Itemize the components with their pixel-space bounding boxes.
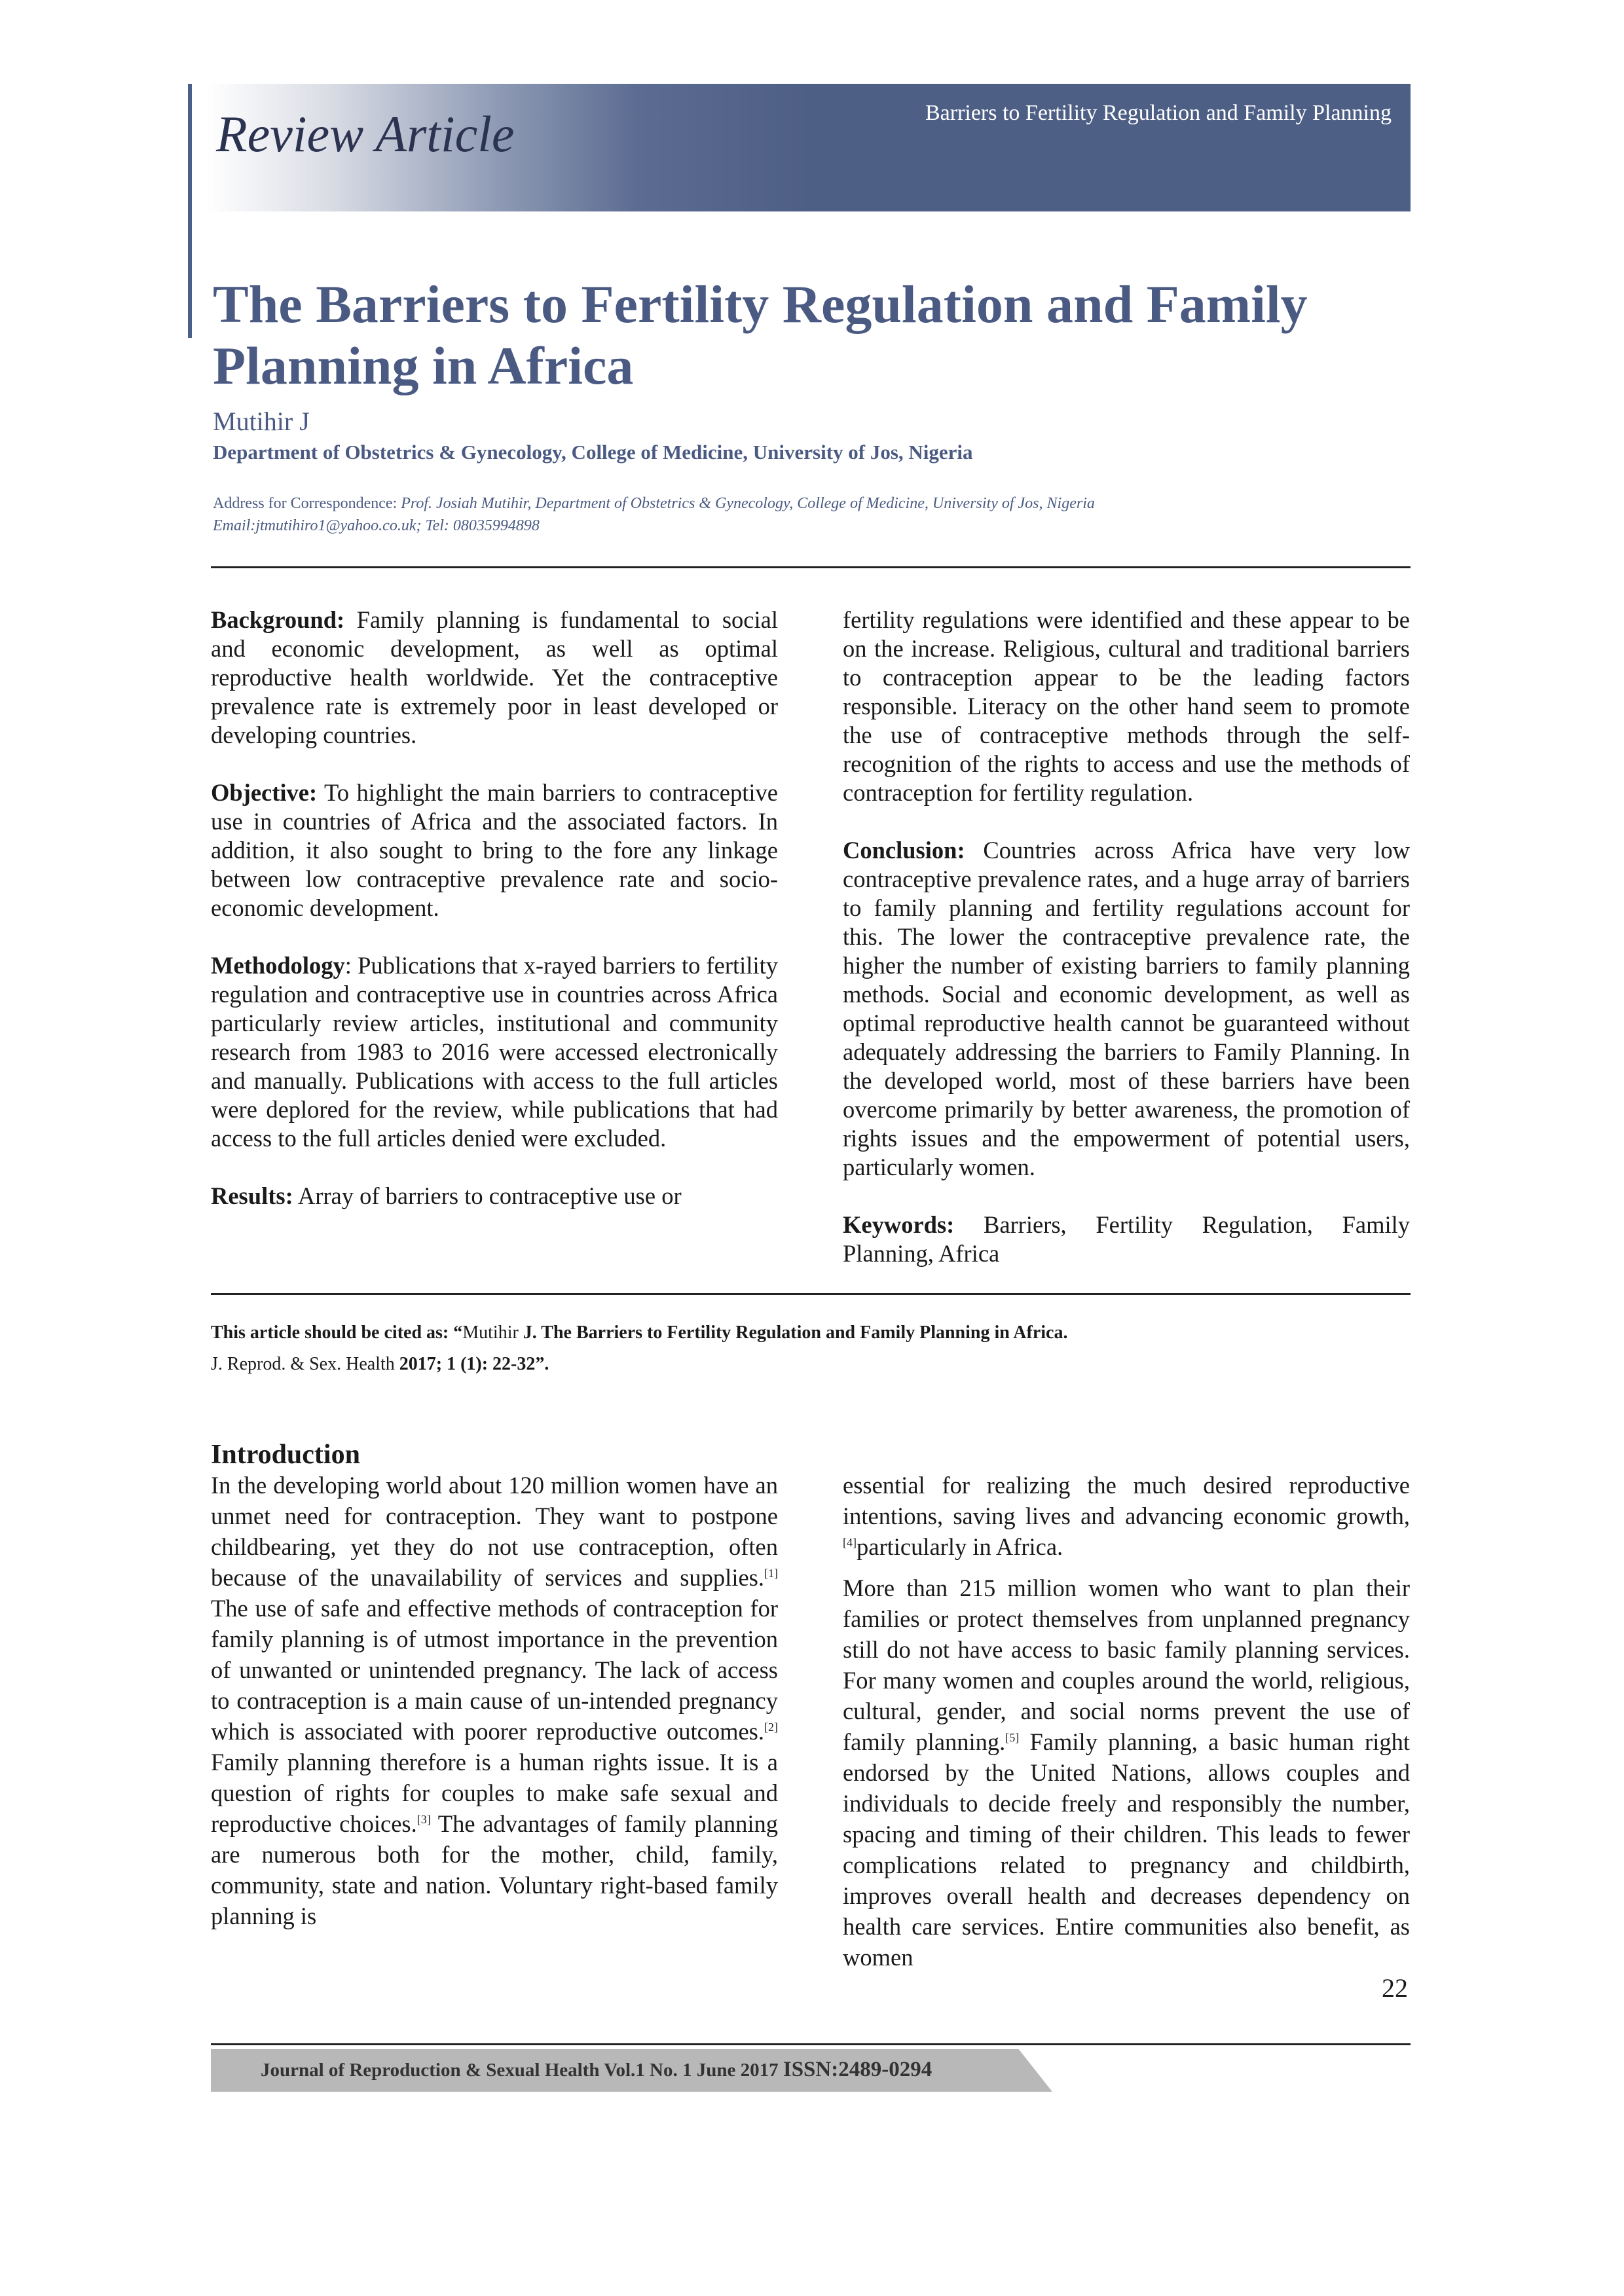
citation-block: [211, 1317, 1409, 1380]
background-label: Background:: [211, 606, 345, 633]
keywords-text: Barriers, Fertility Regulation, Family Planning, Africa: [843, 1211, 1410, 1267]
address-label: Address for Correspondence:: [213, 495, 397, 512]
intro-text-f: particularly in Africa.: [857, 1533, 1063, 1560]
footer-issn: ISSN:2489-0294: [783, 2058, 932, 2081]
citation-title: J. The Barriers to Fertility Regulation and Family Planning in Africa.: [518, 1322, 1068, 1343]
running-title: Barriers to Fertility Regulation and Family Planning: [925, 101, 1392, 125]
conclusion-paragraph: [843, 836, 1410, 1182]
abstract-right-column: [843, 606, 1410, 1268]
intro-left-column: [211, 1470, 778, 1931]
methodology-paragraph: [211, 951, 778, 1153]
background-paragraph: [211, 606, 778, 750]
citation-author: Mutihir: [462, 1322, 519, 1343]
section-label: Review Article: [216, 105, 515, 162]
citation-journal: J. Reprod. & Sex. Health: [211, 1354, 399, 1374]
intro-text-b: The use of safe and effective methods of contraception for family planning is of utmost importance in the prevention of unwanted or unintended pregnancy. The lack of access to contraception is a main cause of un-intended pregnancy which is associated with poorer reproductive outcomes.: [211, 1595, 778, 1745]
results-text: Array of barriers to contraceptive use or: [297, 1182, 682, 1209]
author-name: Mutihir J: [213, 407, 310, 436]
contact-info: Email:jtmutihiro1@yahoo.co.uk; Tel: 08035994898: [213, 517, 540, 534]
methodology-text: : Publications that x-rayed barriers to fertility regulation and contraceptive use in countries across Africa particularly review articles, institutional and community research from 1983 to 2016 were accessed electronically and manually. Publications with access to the full articles were deplored for the review, while publications that had access to the full articles denied were excluded.: [211, 952, 778, 1152]
article-title: The Barriers to Fertility Regulation and Family Planning in Africa: [213, 274, 1308, 395]
intro-left-paragraph: [211, 1470, 778, 1931]
intro-right-column: [843, 1470, 1410, 1973]
background-text: Family planning is fundamental to social and economic development, as well as optimal reproductive health worldwide. Yet the contraceptive prevalence rate is extremely poor in least developed or developing countries.: [211, 606, 778, 748]
results-paragraph: [211, 1182, 778, 1211]
ref-2[interactable]: [2]: [764, 1720, 778, 1734]
keywords-label: Keywords:: [843, 1211, 955, 1238]
citation-lead: This article should be cited as: “: [211, 1322, 463, 1343]
introduction-heading: Introduction: [211, 1440, 360, 1470]
correspondence-address: [213, 492, 1411, 537]
intro-text-h: Family planning, a basic human right endorsed by the United Nations, allows couples and individuals to decide freely and responsibly the number, spacing and timing of their children. This leads to fewer complications related to pregnancy and childbirth, improves overall health and decreases dependency on health care services. Entire communities also benefit, as women: [843, 1728, 1410, 1971]
intro-text-d: The advantages of family planning are numerous both for the mother, child, family, community, state and nation. Voluntary right-based family planning is: [211, 1810, 779, 1929]
divider-citation: [211, 1293, 1411, 1295]
ref-1[interactable]: [1]: [764, 1566, 778, 1580]
abstract-left-column: [211, 606, 778, 1211]
ref-3[interactable]: [3]: [416, 1812, 431, 1826]
affiliation: Department of Obstetrics & Gynecology, College of Medicine, University of Jos, Nigeria: [213, 441, 973, 464]
methodology-label: Methodology: [211, 952, 345, 979]
conclusion-label: Conclusion:: [843, 837, 965, 864]
ref-5[interactable]: [5]: [1005, 1730, 1020, 1744]
results-label: Results:: [211, 1182, 293, 1209]
intro-text-g: More than 215 million women who want to plan their families or protect themselves from unplanned pregnancy still do not have access to basic family planning services. For many women and couples around the world, religious, cultural, gender, and social norms prevent the use of family planning.: [843, 1575, 1410, 1755]
accent-bar: [188, 84, 192, 338]
footer-divider: [211, 2043, 1411, 2045]
divider-top: [211, 566, 1411, 568]
citation-volume: 2017; 1 (1): 22-32”.: [399, 1354, 549, 1374]
footer-journal-info: [261, 2058, 932, 2082]
intro-text-c: Family planning therefore is a human rights issue. It is a question of rights for couples to make safe sexual and reproductive choices.: [211, 1749, 778, 1837]
results-continued: fertility regulations were identified and these appear to be on the increase. Religious, cultural and traditional barriers to contraception appear to be the leading factors responsible. Literacy on the other hand seem to promote the use of contraceptive methods through the self-recognition of the rights to access and use the methods of contraception for fertility regulation.: [843, 606, 1410, 806]
intro-text-a: In the developing world about 120 million women have an unmet need for contraception. They want to postpone childbearing, yet they do not use contraception, often because of the unavailability of services and supplies.: [211, 1472, 778, 1591]
address-text: Prof. Josiah Mutihir, Department of Obstetrics & Gynecology, College of Medicine, University of Jos, Nigeria: [401, 495, 1095, 512]
intro-text-e: essential for realizing the much desired reproductive intentions, saving lives and advancing economic growth,: [843, 1472, 1410, 1529]
intro-right-paragraph-1: [843, 1470, 1410, 1562]
conclusion-text: Countries across Africa have very low contraceptive prevalence rates, and a huge array of barriers to family planning and fertility regulations account for this. The lower the contraceptive prevalence rate, the higher the number of existing barriers to family planning methods. Social and economic development, as well as optimal reproductive health cannot be guaranteed without adequately addressing the barriers to Family Planning. In the developed world, most of these barriers have been overcome primarily by better awareness, the promotion of rights issues and the empowerment of potential users, particularly women.: [843, 837, 1411, 1180]
footer-journal: Journal of Reproduction & Sexual Health Vol.1 No. 1 June 2017: [261, 2060, 783, 2081]
objective-paragraph: [211, 778, 778, 922]
intro-right-paragraph-2: [843, 1573, 1410, 1973]
objective-text: To highlight the main barriers to contraceptive use in countries of Africa and the associated factors. In addition, it also sought to bring to the fore any linkage between low contraceptive prevalence rate and socio-economic development.: [211, 779, 778, 921]
keywords-paragraph: [843, 1211, 1410, 1268]
page-number: 22: [1382, 1973, 1408, 2003]
ref-4[interactable]: [4]: [843, 1535, 857, 1549]
objective-label: Objective:: [211, 779, 318, 806]
